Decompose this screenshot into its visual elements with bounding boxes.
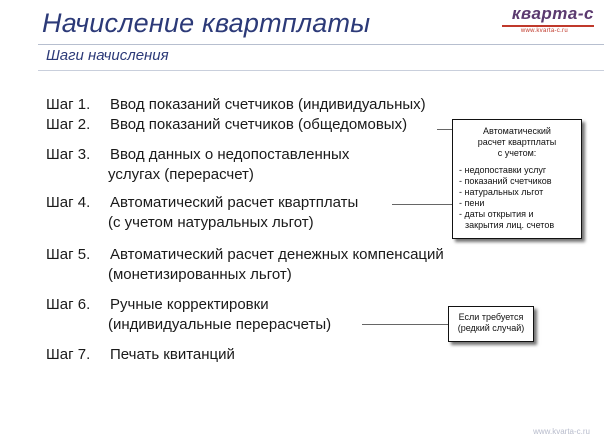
step-text: Ручные корректировки xyxy=(110,296,269,313)
callout-manual-adjustment xyxy=(448,306,534,342)
step-text: Ввод данных о недопоставленных xyxy=(110,146,350,163)
logo-tagline: www.kvarta-c.ru xyxy=(520,28,568,34)
callout-connector xyxy=(437,129,453,130)
page-title: Начисление квартплаты xyxy=(42,8,371,38)
step-text: Автоматический расчет квартплаты xyxy=(110,194,359,211)
step-number: Шаг 1. xyxy=(46,96,91,113)
step-text-continued: (индивидуальные перерасчеты) xyxy=(108,316,332,333)
subtitle-divider xyxy=(38,70,604,71)
step-7 xyxy=(46,345,235,365)
logo-underline xyxy=(502,25,594,27)
page-subtitle: Шаги начисления xyxy=(46,47,169,64)
step-text: Ввод показаний счетчиков (общедомовых) xyxy=(110,116,408,133)
step-text-continued: (с учетом натуральных льгот) xyxy=(108,214,314,231)
company-logo xyxy=(474,4,594,42)
callout-list xyxy=(459,165,581,231)
step-number: Шаг 3. xyxy=(46,146,91,163)
step-text: Ввод показаний счетчиков (индивидуальных) xyxy=(110,96,426,113)
step-number: Шаг 4. xyxy=(46,194,91,211)
step-5 xyxy=(46,245,444,285)
step-text: Печать квитанций xyxy=(110,346,235,363)
callout-list-item: закрытия лиц. счетов xyxy=(465,220,555,230)
step-text: Автоматический расчет денежных компенсаций xyxy=(110,246,444,263)
callout-heading-line: Автоматический xyxy=(483,126,551,136)
step-text-continued: услугах (перерасчет) xyxy=(108,166,254,183)
logo-text: кварта-с xyxy=(511,4,594,23)
step-2 xyxy=(46,115,407,135)
callout-list-item: - даты открытия и xyxy=(459,209,534,219)
step-6 xyxy=(46,295,331,335)
step-1 xyxy=(46,95,426,115)
step-number: Шаг 7. xyxy=(46,346,91,363)
callout-connector xyxy=(362,324,448,325)
callout-list-item: - натуральных льгот xyxy=(459,187,544,197)
header-divider xyxy=(38,44,604,45)
callout-list-item: - показаний счетчиков xyxy=(459,176,552,186)
callout-connector xyxy=(392,204,453,205)
callout-auto-calculation xyxy=(452,119,582,239)
step-text-continued: (монетизированных льгот) xyxy=(108,266,292,283)
step-3 xyxy=(46,145,349,185)
footer-watermark: www.kvarta-c.ru xyxy=(533,427,590,436)
callout-line: (редкий случай) xyxy=(457,323,525,333)
callout-heading xyxy=(453,126,581,159)
step-number: Шаг 5. xyxy=(46,246,91,263)
callout-list-item: - недопоставки услуг xyxy=(459,165,547,175)
step-number: Шаг 2. xyxy=(46,116,91,133)
callout-line: Если требуется xyxy=(458,312,524,322)
step-4 xyxy=(46,193,358,233)
callout-list-item: - пени xyxy=(459,198,485,208)
step-number: Шаг 6. xyxy=(46,296,91,313)
callout-heading-line: с учетом: xyxy=(497,148,537,158)
callout-heading-line: расчет квартплаты xyxy=(477,137,557,147)
